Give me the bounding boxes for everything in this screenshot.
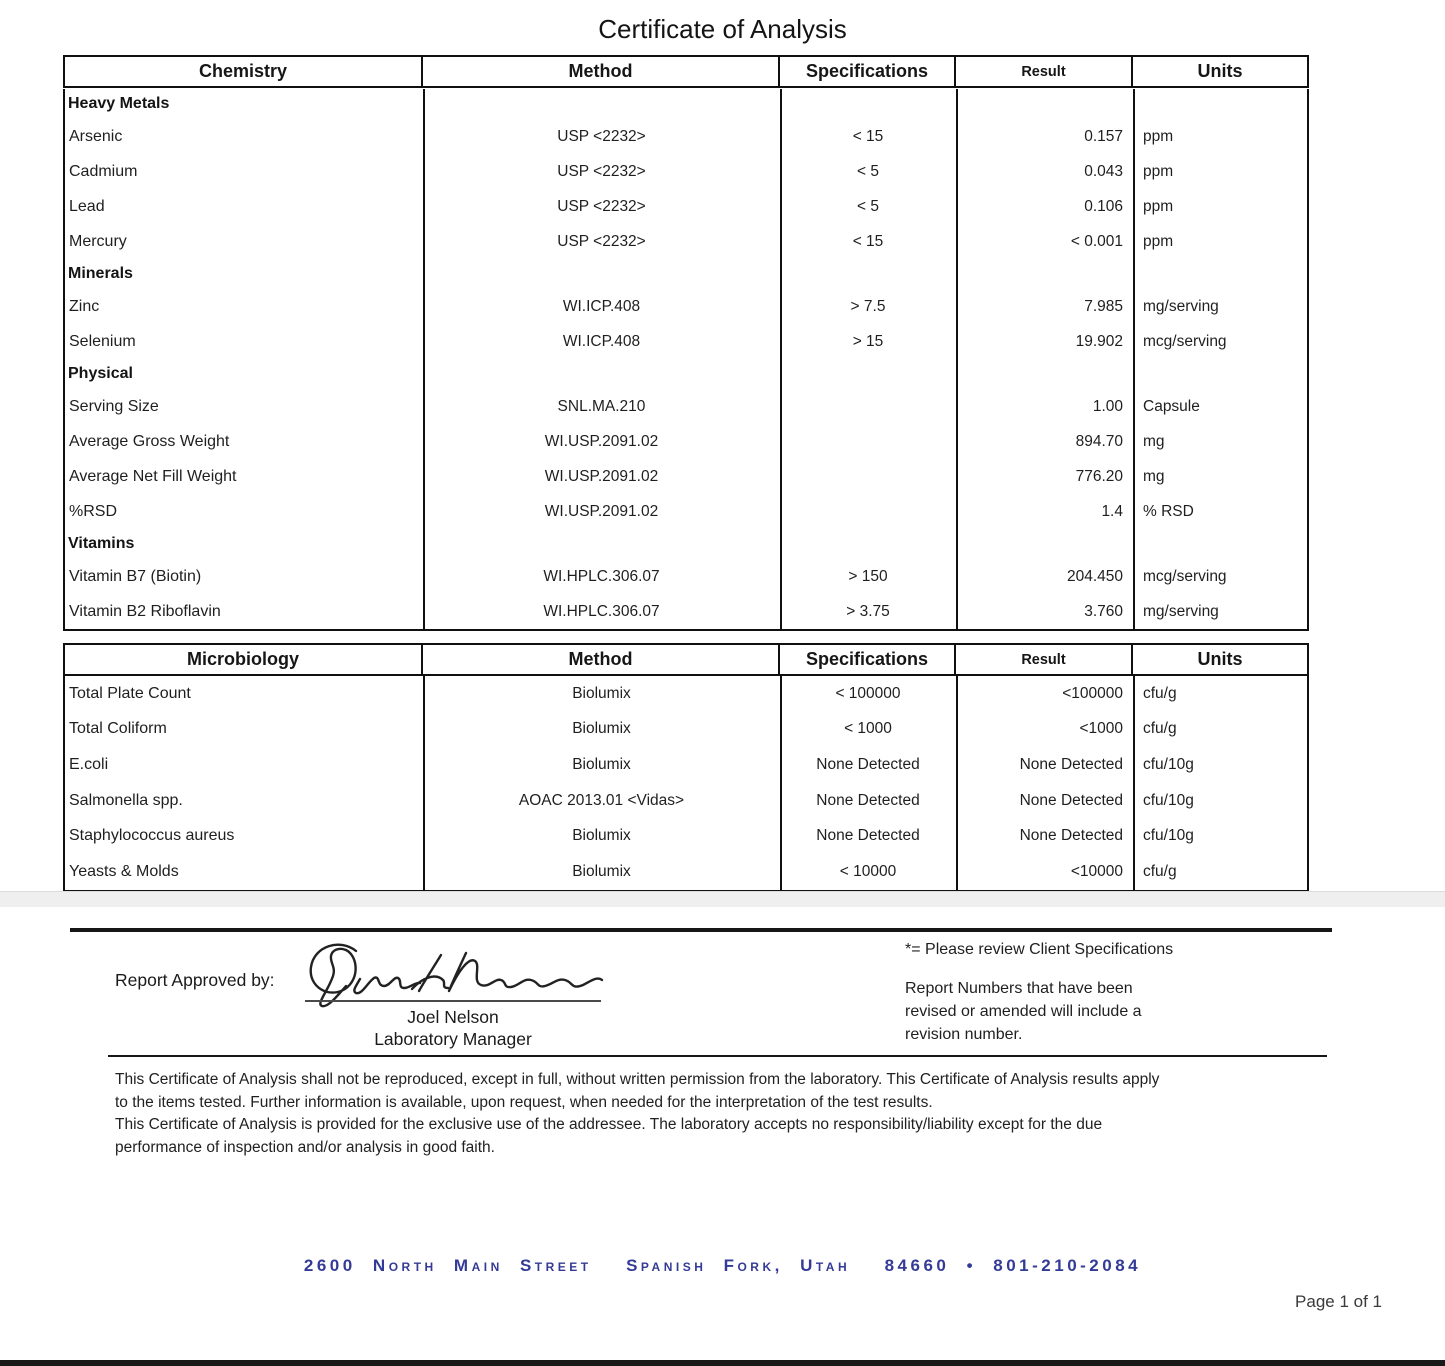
column-divider (1133, 676, 1135, 890)
section-label: Physical (68, 365, 133, 382)
method-value: WI.USP.2091.02 (544, 467, 659, 485)
spec-value: None Detected (816, 827, 920, 845)
page-number: Page 1 of 1 (1295, 1292, 1382, 1311)
col-header-specifications: Specifications (780, 645, 956, 674)
col-header-result: Result (956, 57, 1133, 86)
table-row-average-net-fill-weight (65, 459, 1307, 494)
method-value: WI.HPLC.306.07 (543, 567, 660, 585)
table-row-total-plate-count (65, 676, 1307, 712)
col-header-chemistry: Chemistry (65, 57, 423, 86)
disclaimer-line: This Certificate of Analysis shall not be reproduced, except in full, without written permission from the laboratory. This Certificate of Analysis results apply (115, 1071, 1160, 1088)
table-row-vitamin-b2 (65, 594, 1307, 629)
units-value: cfu/g (1143, 720, 1177, 738)
spec-value: < 5 (857, 197, 879, 215)
spec-value: > 150 (848, 567, 888, 585)
column-divider (780, 89, 782, 629)
microbiology-table-body (63, 676, 1309, 892)
units-value: ppm (1143, 232, 1174, 250)
spec-value: < 15 (852, 232, 884, 250)
spec-value: > 15 (852, 332, 884, 350)
horizontal-rule-thick (70, 928, 1332, 932)
units-value: mcg/serving (1143, 567, 1227, 585)
result-value: None Detected (1019, 791, 1123, 809)
section-label: Heavy Metals (68, 95, 170, 112)
analyte-name: Vitamin B2 Riboflavin (69, 602, 221, 620)
bottom-border-bar (0, 1360, 1445, 1366)
method-value: WI.ICP.408 (562, 297, 641, 315)
units-value: mg (1143, 432, 1165, 450)
table-row-ecoli (65, 747, 1307, 783)
col-header-specifications: Specifications (780, 57, 956, 86)
col-header-microbiology: Microbiology (65, 645, 423, 674)
analyte-name: Lead (69, 197, 105, 215)
method-value: USP <2232> (557, 232, 646, 250)
horizontal-rule-thin (108, 1055, 1327, 1057)
column-divider (956, 89, 958, 629)
analyte-name: Selenium (69, 332, 136, 350)
analyte-name: Mercury (69, 232, 127, 250)
result-value: 0.157 (1084, 127, 1123, 145)
spec-value: < 5 (857, 162, 879, 180)
units-value: cfu/g (1143, 862, 1177, 880)
method-value: Biolumix (572, 720, 631, 738)
report-approved-by-label: Report Approved by: (115, 970, 275, 990)
column-divider (956, 676, 958, 890)
table-row-rsd (65, 494, 1307, 529)
spec-value: < 15 (852, 127, 884, 145)
units-value: mg (1143, 467, 1165, 485)
analyte-name: Total Coliform (69, 720, 167, 738)
column-divider (423, 89, 425, 629)
table-row-yeasts-molds (65, 854, 1307, 890)
analyte-name: Vitamin B7 (Biotin) (69, 567, 202, 585)
signature-image (300, 938, 605, 1008)
table-row-total-coliform (65, 712, 1307, 748)
spec-value: None Detected (816, 791, 920, 809)
spec-value: < 1000 (844, 720, 892, 738)
lab-address: 2600 North Main Street Spanish Fork, Utah 84660 • 801-210-2084 (303, 1256, 1142, 1275)
units-value: cfu/10g (1143, 827, 1194, 845)
result-value: 0.106 (1084, 197, 1123, 215)
units-value: ppm (1143, 127, 1174, 145)
result-value: <10000 (1070, 862, 1123, 880)
col-header-method: Method (423, 57, 780, 86)
col-header-units: Units (1197, 61, 1243, 81)
analyte-name: Staphylococcus aureus (69, 827, 235, 845)
disclaimer-text (115, 1069, 1330, 1159)
analyte-name: Total Plate Count (69, 684, 191, 702)
units-value: ppm (1143, 162, 1174, 180)
analyte-name: Salmonella spp. (69, 791, 183, 809)
col-header-units: Units (1197, 649, 1243, 669)
units-value: cfu/10g (1143, 755, 1194, 773)
result-value: 3.760 (1084, 602, 1123, 620)
disclaimer-line: performance of inspection and/or analysis in good faith. (115, 1138, 495, 1156)
method-value: USP <2232> (557, 127, 646, 145)
section-row-vitamins (65, 529, 1307, 559)
table-row-staphylococcus (65, 818, 1307, 854)
result-value: None Detected (1019, 827, 1123, 845)
gray-separator-strip (0, 891, 1445, 907)
result-value: <1000 (1079, 720, 1123, 738)
col-header-method: Method (423, 645, 780, 674)
method-value: USP <2232> (557, 197, 646, 215)
method-value: Biolumix (572, 862, 631, 880)
units-value: mcg/serving (1143, 332, 1227, 350)
column-divider (423, 676, 425, 890)
table-row-zinc (65, 289, 1307, 324)
section-row-physical (65, 359, 1307, 389)
table-row-serving-size (65, 389, 1307, 424)
analyte-name: E.coli (69, 755, 109, 773)
chemistry-table-body (63, 89, 1309, 631)
units-value: Capsule (1143, 397, 1200, 415)
analyte-name: Average Net Fill Weight (69, 467, 237, 485)
spec-value: > 7.5 (850, 297, 886, 315)
table-row-arsenic (65, 119, 1307, 154)
analyte-name: Average Gross Weight (69, 432, 230, 450)
section-label: Vitamins (68, 535, 135, 552)
result-value: 1.4 (1101, 502, 1123, 520)
result-value: 7.985 (1084, 297, 1123, 315)
disclaimer-line: This Certificate of Analysis is provided for the exclusive use of the addressee. The laboratory accepts no responsibility/liability except for the due (115, 1116, 1103, 1133)
result-value: None Detected (1019, 755, 1123, 773)
table-row-selenium (65, 324, 1307, 359)
analyte-name: Serving Size (69, 397, 159, 415)
section-label: Minerals (68, 265, 133, 282)
method-value: WI.USP.2091.02 (544, 502, 659, 520)
disclaimer-line: to the items tested. Further information is available, upon request, when needed for the interpretation of the test results. (115, 1093, 933, 1111)
result-value: 0.043 (1084, 162, 1123, 180)
method-value: Biolumix (572, 755, 631, 773)
method-value: AOAC 2013.01 <Vidas> (518, 791, 685, 809)
table-row-lead (65, 189, 1307, 224)
client-spec-note: *= Please review Client Specifications (905, 941, 1174, 958)
units-value: mg/serving (1143, 297, 1219, 315)
microbiology-table-header (63, 643, 1309, 676)
col-header-result: Result (956, 645, 1133, 674)
column-divider (1133, 89, 1135, 629)
method-value: WI.HPLC.306.07 (543, 602, 660, 620)
column-divider (780, 676, 782, 890)
analyte-name: Cadmium (69, 162, 138, 180)
section-row-heavy-metals (65, 89, 1307, 119)
method-value: WI.USP.2091.02 (544, 432, 659, 450)
result-value: 19.902 (1075, 332, 1123, 350)
section-row-minerals (65, 259, 1307, 289)
result-value: <100000 (1062, 684, 1123, 702)
table-row-vitamin-b7 (65, 559, 1307, 594)
chemistry-table-header (63, 55, 1309, 88)
method-value: Biolumix (572, 827, 631, 845)
approver-title: Laboratory Manager (374, 1029, 532, 1049)
method-value: SNL.MA.210 (557, 397, 646, 415)
method-value: Biolumix (572, 684, 631, 702)
page-title: Certificate of Analysis (598, 14, 847, 44)
result-value: 204.450 (1066, 567, 1123, 585)
units-value: cfu/g (1143, 684, 1177, 702)
analyte-name: Yeasts & Molds (69, 862, 179, 880)
signature-line (305, 1000, 601, 1002)
units-value: cfu/10g (1143, 791, 1194, 809)
table-row-mercury (65, 224, 1307, 259)
method-value: WI.ICP.408 (562, 332, 641, 350)
units-value: mg/serving (1143, 602, 1219, 620)
units-value: % RSD (1143, 502, 1194, 520)
spec-value: > 3.75 (846, 602, 890, 620)
revision-note: Report Numbers that have been revised or amended will include a revision number. (905, 980, 1142, 1043)
spec-value: < 10000 (839, 862, 897, 880)
analyte-name: %RSD (69, 502, 118, 520)
analyte-name: Zinc (69, 297, 100, 315)
table-row-cadmium (65, 154, 1307, 189)
result-value: 894.70 (1075, 432, 1123, 450)
result-value: 1.00 (1092, 397, 1123, 415)
result-value: < 0.001 (1070, 232, 1123, 250)
spec-value: < 100000 (835, 684, 901, 702)
analyte-name: Arsenic (69, 127, 123, 145)
spec-value: None Detected (816, 755, 920, 773)
result-value: 776.20 (1075, 467, 1123, 485)
units-value: ppm (1143, 197, 1174, 215)
table-row-average-gross-weight (65, 424, 1307, 459)
table-row-salmonella (65, 783, 1307, 819)
method-value: USP <2232> (557, 162, 646, 180)
approver-name: Joel Nelson (407, 1007, 499, 1027)
